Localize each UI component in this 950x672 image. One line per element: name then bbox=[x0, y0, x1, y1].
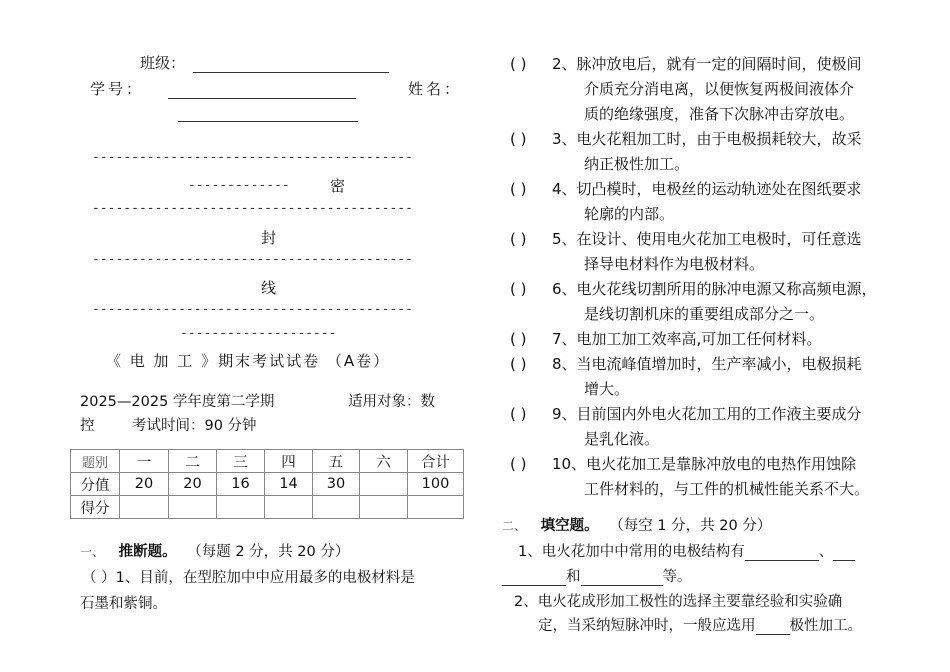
judgement-line bbox=[510, 77, 862, 102]
question-text: 是线切割机床的重要组成部分之一。 bbox=[584, 305, 825, 323]
exam-title: 《 电 加 工 》期末考试试卷 （A卷） bbox=[106, 352, 391, 370]
got-cell[interactable] bbox=[217, 496, 265, 519]
section2-title: 填空题。 bbox=[540, 518, 599, 534]
fill-q2-line2 bbox=[538, 614, 862, 635]
judgement-line bbox=[510, 477, 869, 502]
seal-dashes-6: -------------------- bbox=[180, 326, 337, 341]
got-cell[interactable] bbox=[265, 496, 313, 519]
score-table bbox=[70, 449, 464, 519]
judgement-line bbox=[510, 127, 862, 152]
score-header-cell: 三 bbox=[217, 450, 265, 473]
question-number: 6、 bbox=[552, 280, 577, 298]
judgement-item bbox=[510, 277, 877, 327]
score-header-cell: 六 bbox=[360, 450, 408, 473]
question-text: 电火花线切割所用的脉冲电源又称高频电源， bbox=[576, 280, 877, 298]
question-number: 5、 bbox=[552, 230, 577, 248]
fill-q1-line1 bbox=[518, 540, 855, 561]
section2-number: 二、 bbox=[502, 519, 527, 533]
seal-dashes-2: ------------- bbox=[188, 178, 290, 193]
fill-q1-blank-2b[interactable] bbox=[502, 585, 566, 586]
exam-target-cont: 控 bbox=[80, 418, 95, 434]
score-header-cell: 一 bbox=[120, 450, 169, 473]
judgement-line bbox=[510, 377, 862, 402]
name-label: 姓名： bbox=[408, 80, 463, 98]
got-row-label: 得分 bbox=[71, 496, 120, 519]
judgement-item bbox=[510, 227, 862, 277]
question-text: 轮廓的内部。 bbox=[584, 205, 675, 223]
exam-time: 考试时间：90 分钟 bbox=[132, 418, 257, 434]
exam-term: 2025—2025 学年度第二学期 bbox=[80, 394, 275, 410]
seal-char-mi: 密 bbox=[330, 177, 346, 195]
score-row-label: 分值 bbox=[71, 473, 120, 496]
section1-heading bbox=[80, 540, 349, 561]
judgement-line bbox=[510, 427, 862, 452]
question-number: 7、 bbox=[552, 330, 577, 348]
section2-note: （每空 1 分，共 20 分） bbox=[609, 518, 772, 534]
section1-number: 一、 bbox=[80, 545, 105, 559]
answer-bracket[interactable]: ( ) bbox=[510, 55, 527, 73]
section2-heading bbox=[502, 514, 771, 535]
score-header-cell: 合计 bbox=[408, 450, 464, 473]
answer-bracket[interactable]: ( ) bbox=[510, 330, 527, 348]
judgement-line bbox=[510, 202, 862, 227]
question-text: 电加工加工效率高,可加工任何材料。 bbox=[576, 330, 822, 348]
question-text: 介质充分消电离，以便恢复两极间液体介 bbox=[584, 80, 855, 98]
question-number: 3、 bbox=[552, 130, 577, 148]
fill-q2-line1: 2、电火花成形加工极性的选择主要靠经验和实验确 bbox=[514, 594, 843, 610]
judgement-line bbox=[510, 302, 877, 327]
judgement-line bbox=[510, 402, 862, 427]
fill-q2-blank[interactable] bbox=[756, 634, 790, 635]
score-header-cell: 题别 bbox=[71, 450, 120, 473]
question-number: 10、 bbox=[552, 455, 587, 473]
score-value-cell: 16 bbox=[217, 473, 265, 496]
got-cell[interactable] bbox=[120, 496, 169, 519]
seal-dashes-1: ----------------------------------------- bbox=[92, 150, 413, 165]
question-text: 工件材料的，与工件的机械性能关系不大。 bbox=[584, 480, 870, 498]
score-table-got-row bbox=[71, 496, 464, 519]
score-header-cell: 五 bbox=[313, 450, 360, 473]
judgement-line bbox=[510, 252, 862, 277]
question-text: 是乳化液。 bbox=[584, 430, 660, 448]
score-value-cell: 14 bbox=[265, 473, 313, 496]
answer-bracket[interactable]: ( ) bbox=[510, 130, 527, 148]
judgement-line bbox=[510, 177, 862, 202]
judgement-item bbox=[510, 52, 862, 127]
judgement-line bbox=[510, 227, 862, 252]
fill-q1-blank-3[interactable] bbox=[581, 585, 663, 586]
question-number: 8、 bbox=[552, 355, 577, 373]
judgement-item bbox=[510, 352, 862, 402]
question-text: 电火花加工是靠脉冲放电的电热作用蚀除 bbox=[586, 455, 857, 473]
class-field bbox=[140, 52, 389, 73]
fill-q1-mid: 和 bbox=[566, 569, 581, 585]
question-text: 当电流峰值增加时，生产率减小，电极损耗 bbox=[576, 355, 862, 373]
answer-bracket[interactable]: ( ) bbox=[510, 405, 527, 423]
student-id-blank[interactable] bbox=[168, 98, 356, 99]
fill-q1-line2 bbox=[502, 565, 692, 586]
seal-dashes-3: ----------------------------------------- bbox=[92, 201, 413, 216]
score-value-cell: 30 bbox=[313, 473, 360, 496]
score-value-cell: 20 bbox=[120, 473, 169, 496]
answer-bracket[interactable]: ( ) bbox=[510, 280, 527, 298]
class-label: 班级： bbox=[140, 54, 186, 72]
question-text: 择导电材料作为电极材料。 bbox=[584, 255, 765, 273]
fill-q1-sep: 、 bbox=[818, 544, 834, 560]
judgement-line bbox=[510, 452, 869, 477]
fill-q1-blank-2a[interactable] bbox=[833, 560, 855, 561]
question-text: 脉冲放电后，就有一定的间隔时间，使极间 bbox=[576, 55, 862, 73]
seal-char-xian: 线 bbox=[261, 279, 277, 297]
section1-title: 推断题。 bbox=[118, 544, 177, 560]
q1-line1: （ ）1、目前，在型腔加中中应用最多的电极材料是 bbox=[82, 570, 415, 586]
judgement-line bbox=[510, 277, 877, 302]
student-id-field bbox=[90, 78, 356, 99]
judgement-line bbox=[510, 152, 862, 177]
seal-dashes-4: ----------------------------------------- bbox=[92, 252, 413, 267]
question-text: 纳正极性加工。 bbox=[584, 155, 690, 173]
question-text: 切凸模时，电极丝的运动轨迹处在图纸要求 bbox=[576, 180, 862, 198]
question-text: 电火花粗加工时，由于电极损耗较大，故采 bbox=[576, 130, 862, 148]
question-text: 目前国内外电火花加工用的工作液主要成分 bbox=[576, 405, 862, 423]
question-text: 增大。 bbox=[584, 380, 630, 398]
judgement-item bbox=[510, 402, 862, 452]
judgement-line bbox=[510, 327, 821, 352]
got-cell[interactable] bbox=[360, 496, 408, 519]
fill-q1-end: 等。 bbox=[662, 569, 692, 585]
answer-bracket[interactable]: ( ) bbox=[510, 355, 527, 373]
score-table-value-row bbox=[71, 473, 464, 496]
score-header-cell: 四 bbox=[265, 450, 313, 473]
judgement-line bbox=[510, 52, 862, 77]
judgement-item bbox=[510, 177, 862, 227]
name-blank[interactable] bbox=[178, 101, 358, 122]
question-text: 质的绝缘强度，准备下次脉冲击穿放电。 bbox=[584, 105, 855, 123]
score-table-header-row bbox=[71, 450, 464, 473]
exam-target: 适用对象：数 bbox=[348, 394, 435, 410]
fill-q2-text-b: 极性加工。 bbox=[789, 618, 862, 634]
judgement-item bbox=[510, 127, 862, 177]
got-cell[interactable] bbox=[169, 496, 217, 519]
judgement-line bbox=[510, 352, 862, 377]
class-blank[interactable] bbox=[193, 72, 389, 73]
score-header-cell: 二 bbox=[169, 450, 217, 473]
judgement-item bbox=[510, 327, 821, 352]
seal-char-feng: 封 bbox=[261, 229, 277, 247]
score-value-cell bbox=[360, 473, 408, 496]
judgement-line bbox=[510, 102, 862, 127]
got-cell[interactable] bbox=[313, 496, 360, 519]
answer-bracket[interactable]: ( ) bbox=[510, 455, 527, 473]
fill-q1-blank-1[interactable] bbox=[745, 560, 819, 561]
score-value-cell: 100 bbox=[408, 473, 464, 496]
got-cell[interactable] bbox=[408, 496, 464, 519]
fill-q2-text-a: 定，当采纳短脉冲时，一般应选用 bbox=[538, 618, 756, 634]
score-value-cell: 20 bbox=[169, 473, 217, 496]
section1-note: （每题 2 分，共 20 分） bbox=[187, 544, 350, 560]
seal-dashes-5: ----------------------------------------- bbox=[92, 302, 413, 317]
question-text: 在设计、使用电火花加工电极时，可任意选 bbox=[576, 230, 862, 248]
question-number: 9、 bbox=[552, 405, 577, 423]
question-number: 2、 bbox=[552, 55, 577, 73]
question-number: 4、 bbox=[552, 180, 577, 198]
judgement-item bbox=[510, 452, 869, 502]
student-id-label: 学号： bbox=[90, 80, 145, 98]
q1-line2: 石墨和紫铜。 bbox=[80, 596, 167, 612]
answer-bracket[interactable]: ( ) bbox=[510, 180, 527, 198]
answer-bracket[interactable]: ( ) bbox=[510, 230, 527, 248]
fill-q1-text: 1、电火花加中中常用的电极结构有 bbox=[518, 544, 745, 560]
